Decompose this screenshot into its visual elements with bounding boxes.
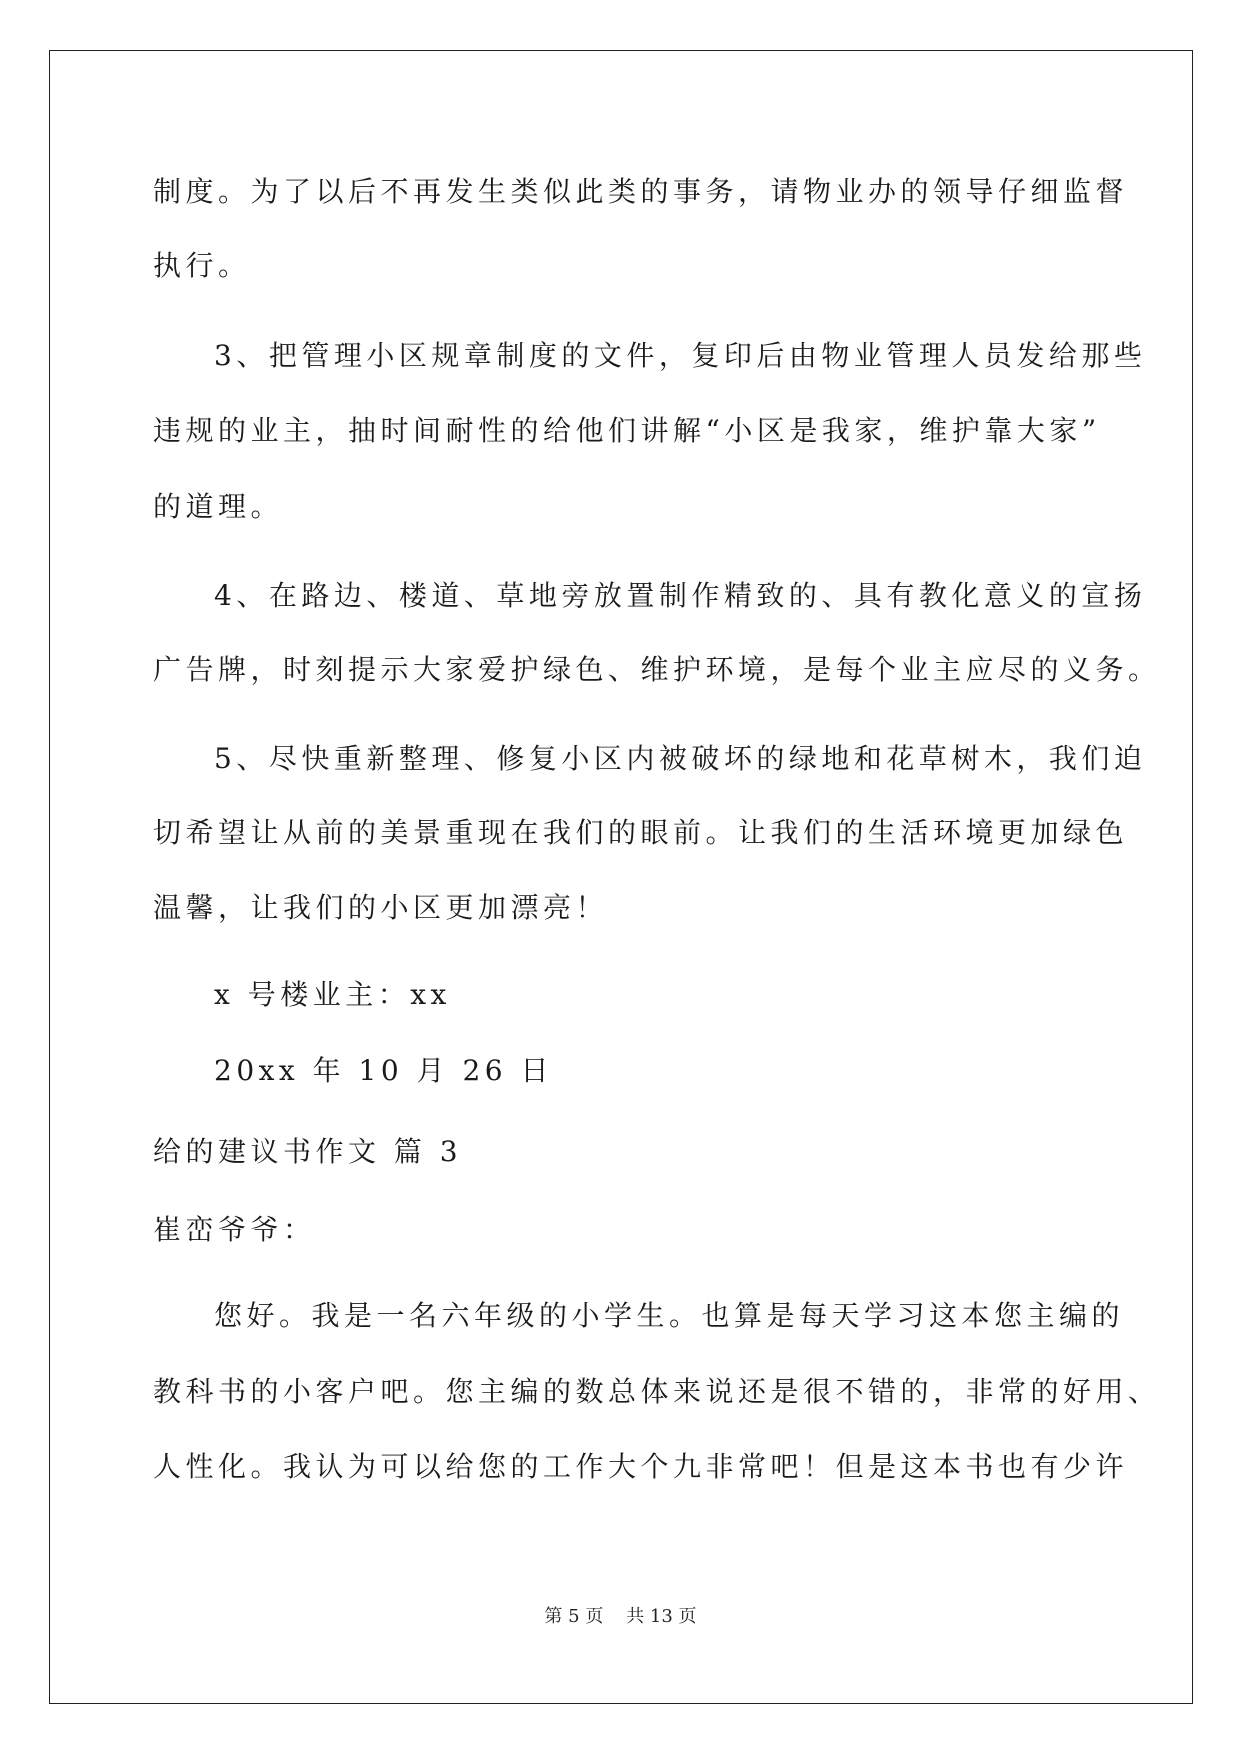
body-text-line: 执行。 — [153, 249, 251, 282]
body-text-line: 广告牌，时刻提示大家爱护绿色、维护环境，是每个业主应尽的义务。 — [153, 653, 1161, 686]
body-text-line: 切希望让从前的美景重现在我们的眼前。让我们的生活环境更加绿色 — [153, 816, 1129, 849]
body-text-line: 制度。为了以后不再发生类似此类的事务，请物业办的领导仔细监督 — [153, 175, 1129, 208]
body-text-line: 温馨，让我们的小区更加漂亮！ — [153, 891, 609, 924]
paragraph-3-line: 3、把管理小区规章制度的文件，复印后由物业管理人员发给那些 — [214, 339, 1147, 372]
letter-paragraph-line: 您好。我是一名六年级的小学生。也算是每天学习这本您主编的 — [214, 1299, 1125, 1332]
salutation: 崔峦爷爷： — [153, 1213, 316, 1246]
paragraph-4-line: 4、在路边、楼道、草地旁放置制作精致的、具有教化意义的宣扬 — [214, 579, 1147, 612]
body-text-line: 人性化。我认为可以给您的工作大个九非常吧！但是这本书也有少许 — [153, 1450, 1129, 1483]
date-line: 20xx 年 10 月 26 日 — [214, 1054, 553, 1087]
signature-line: x 号楼业主：xx — [214, 978, 451, 1011]
paragraph-5-line: 5、尽快重新整理、修复小区内被破坏的绿地和花草树木，我们迫 — [214, 742, 1147, 775]
body-text-line: 违规的业主，抽时间耐性的给他们讲解“小区是我家，维护靠大家” — [153, 414, 1101, 447]
body-text-line: 的道理。 — [153, 490, 284, 523]
body-text-line: 教科书的小客户吧。您主编的数总体来说还是很不错的，非常的好用、 — [153, 1375, 1161, 1408]
page-number: 第 5 页 共 13 页 — [544, 1606, 697, 1627]
section-heading: 给的建议书作文 篇 3 — [153, 1135, 463, 1168]
